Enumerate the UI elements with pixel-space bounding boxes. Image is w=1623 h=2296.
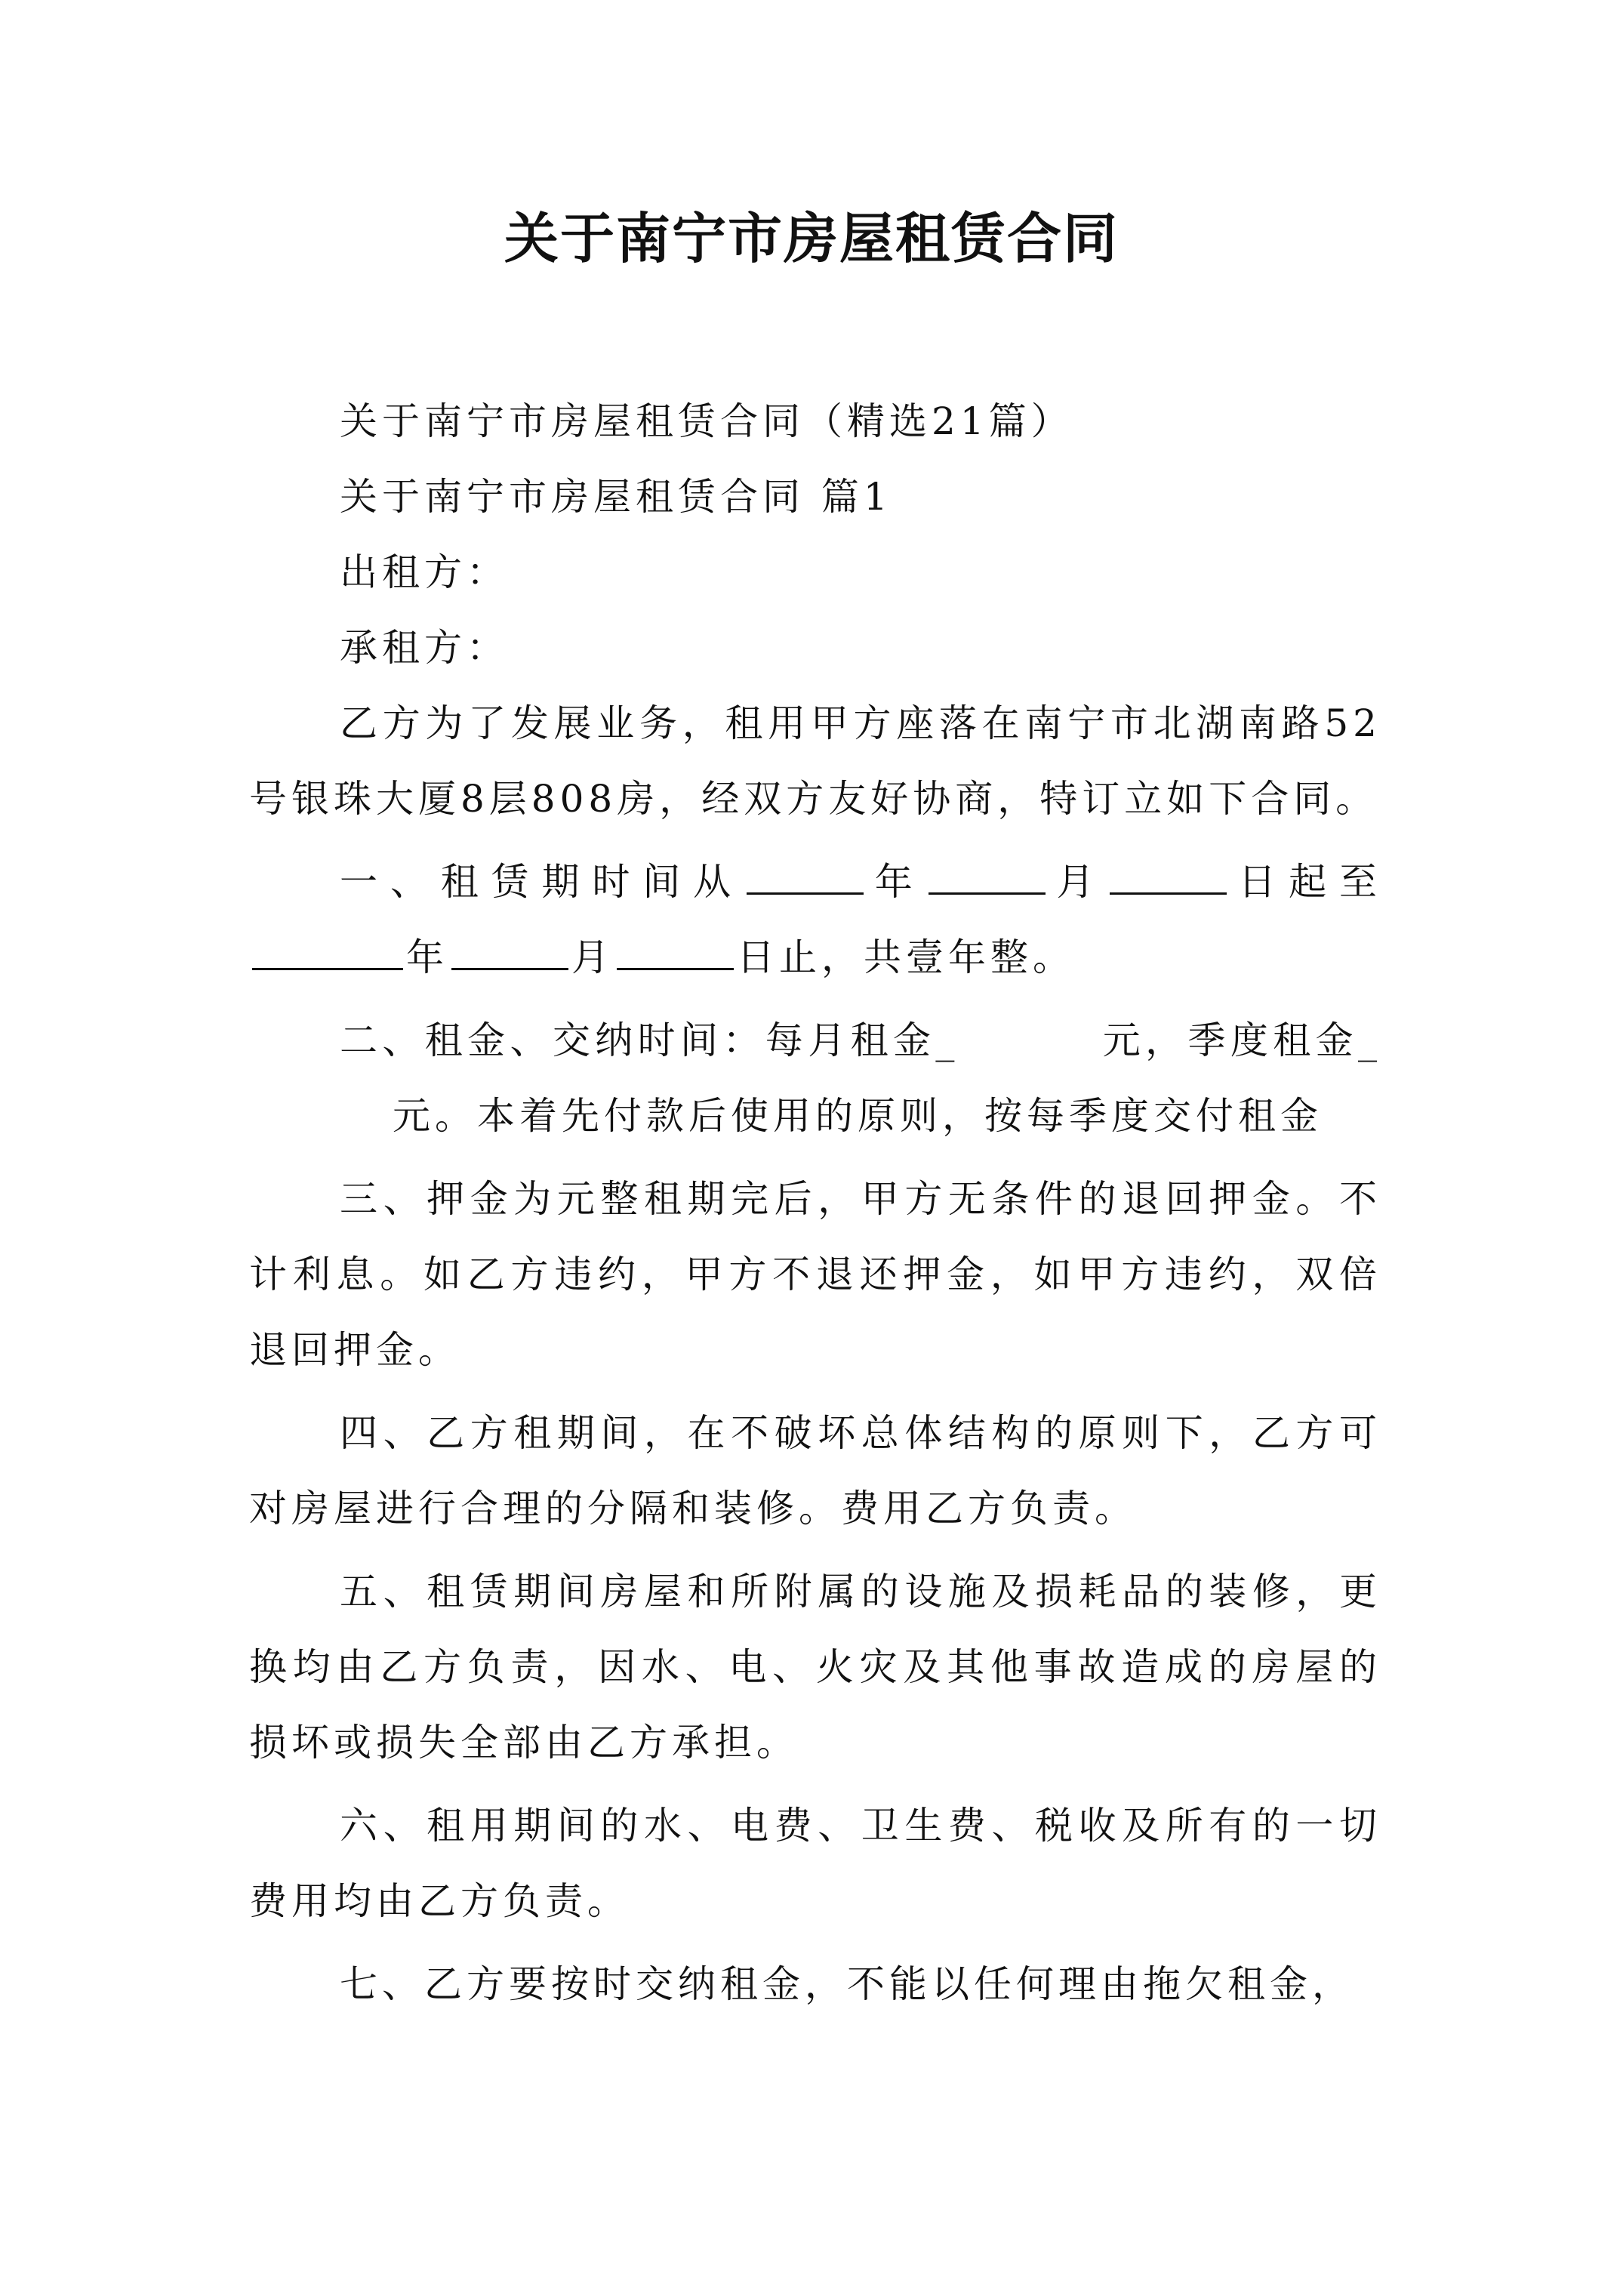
clause-2 — [249, 1003, 1381, 1154]
clause-1-end-month: 月 — [571, 935, 614, 979]
document-body — [249, 384, 1381, 2029]
end-year-blank — [252, 924, 403, 970]
month-blank — [929, 849, 1046, 895]
clause-3: 三、押金为元整租期完后，甲方无条件的退回押金。不计利息。如乙方违约，甲方不退还押金，如甲方违约，双倍退回押金。 — [249, 1177, 1381, 1372]
clause-1-year: 年 — [866, 860, 925, 904]
intro-paragraph: 乙方为了发展业务，租用甲方座落在南宁市北湖南路52号银珠大厦8层808房，经双方友好协商，特订立如下合同。 — [249, 701, 1381, 821]
clause-4: 四、乙方租期间，在不破坏总体结构的原则下，乙方可对房屋进行合理的分隔和装修。费用乙方负责。 — [249, 1411, 1381, 1530]
clause-2-mid: 元，季度租金_ — [1102, 1019, 1382, 1062]
clause-6: 六、租用期间的水、电费、卫生费、税收及所有的一切费用均由乙方负责。 — [249, 1804, 1381, 1923]
clause-1-day: 日起至 — [1230, 860, 1382, 904]
clause-7: 七、乙方要按时交纳租金，不能以任何理由拖欠租金， — [340, 1962, 1354, 2006]
clause-2-suffix: 元。本着先付款后使用的原则，按每季度交付租金 — [393, 1094, 1323, 1138]
lessor-label: 出租方： — [340, 550, 509, 594]
section-heading: 关于南宁市房屋租赁合同 篇1 — [340, 475, 892, 519]
end-month-blank — [451, 924, 568, 970]
clause-1-prefix: 一、租赁期时间从 — [340, 860, 744, 904]
end-day-blank — [617, 924, 734, 970]
clause-1-suffix: 日止，共壹年整。 — [737, 935, 1075, 979]
clause-1-end-year: 年 — [406, 935, 448, 979]
year-blank — [747, 849, 864, 895]
clause-1 — [249, 844, 1381, 995]
clause-1-month: 月 — [1048, 860, 1107, 904]
lessee-label: 承租方： — [340, 626, 509, 670]
clause-5: 五、租赁期间房屋和所附属的设施及损耗品的装修，更换均由乙方负责，因水、电、火灾及其他事故造成的房屋的损坏或损失全部由乙方承担。 — [249, 1570, 1381, 1764]
document-title: 关于南宁市房屋租赁合同 — [504, 206, 1119, 270]
subtitle: 关于南宁市房屋租赁合同（精选21篇） — [340, 399, 1073, 443]
clause-2-prefix: 二、租金、交纳时间：每月租金_ — [340, 1019, 959, 1062]
day-blank — [1110, 849, 1227, 895]
